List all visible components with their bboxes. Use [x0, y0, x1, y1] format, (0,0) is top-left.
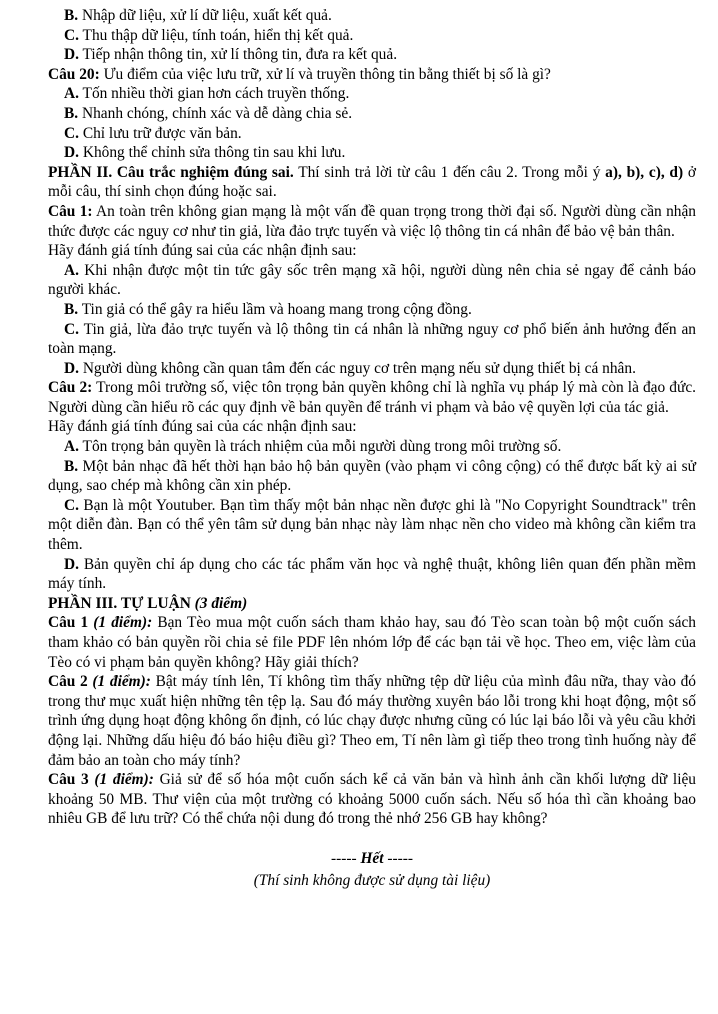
part2-question-1: Câu 1: An toàn trên không gian mạng là một vấn đề quan trọng trong thời đại số. Người dùng cần nhận thức được các nguy cơ như tin giả, lừa đảo trực tuyến và việc lộ thông tin cá nhân để bảo vệ bản thân. [48, 202, 696, 240]
p2q1-option-a: A. Khi nhận được một tin tức gây sốc trên mạng xã hội, người dùng nên chia sẻ ngay để cảnh báo người khác. [48, 261, 696, 299]
prev-option-b: B. Nhập dữ liệu, xử lí dữ liệu, xuất kết quả. [64, 7, 332, 24]
essay-question-2: Câu 2 (1 điểm): Bật máy tính lên, Tí không tìm thấy những tệp dữ liệu của mình đâu nữa, thay vào đó trong thư mục xuất hiện những tên tệp lạ. Sau đó máy thường xuyên báo lỗi trong khi hoạt động, một số trình ứng dụng hoạt động không ổn định, có lúc chạy được nhưng cũng có lúc lại báo lỗi và yêu cầu khởi động lại. Những dấu hiệu đó báo hiệu điều gì? Theo em, Tí nên làm gì tiếp theo trong tình huống này để đảm bảo an toàn cho máy tính? [48, 673, 696, 769]
prev-option-d: D. Tiếp nhận thông tin, xử lí thông tin, đưa ra kết quả. [64, 46, 398, 64]
footer-note: (Thí sinh không được sử dụng tài liệu) [253, 871, 491, 889]
part2-q1-prompt: Hãy đánh giá tính đúng sai của các nhận định sau: [48, 242, 357, 260]
essay-question-1: Câu 1 (1 điểm): Bạn Tèo mua một cuốn sách tham khảo hay, sau đó Tèo scan toàn bộ một cuốn sách tham khảo có bản quyền rồi chia sẻ file PDF lên nhóm lớp để các bạn tải về học. Theo em, việc làm của Tèo có vi phạm bản quyền không? Hãy giải thích? [48, 614, 696, 671]
end-marker: ----- Hết ----- [330, 849, 414, 867]
p2q1-option-c: C. Tin giả, lừa đảo trực tuyến và lộ thông tin cá nhân là những nguy cơ phổ biến ảnh hưởng đến an toàn mạng. [48, 320, 696, 358]
p2q1-option-d: D. Người dùng không cần quan tâm đến các nguy cơ trên mạng nếu sử dụng thiết bị cá nhân. [64, 359, 636, 377]
question-20: Câu 20: Ưu điểm của việc lưu trữ, xử lí và truyền thông tin bằng thiết bị số là gì? [48, 65, 551, 83]
p2q2-option-c: C. Bạn là một Youtuber. Bạn tìm thấy một bản nhạc nền được ghi là "No Copyright Soundtrack" trên một diễn đàn. Bạn có thể yên tâm sử dụng bản nhạc này làm nhạc nền cho video mà không cần kiểm tra thêm. [48, 496, 696, 554]
p2q2-option-a: A. Tôn trọng bản quyền là trách nhiệm của mỗi người dùng trong môi trường số. [64, 438, 562, 456]
part2-heading: PHẦN II. Câu trắc nghiệm đúng sai. Thí sinh trả lời từ câu 1 đến câu 2. Trong mỗi ý a), b), c), d) ở mỗi câu, thí sinh chọn đúng hoặc sai. [48, 163, 697, 201]
p2q2-option-d: D. Bản quyền chỉ áp dụng cho các tác phẩm văn học và nghệ thuật, không liên quan đến phần mềm máy tính. [48, 555, 696, 593]
part3-heading: PHẦN III. TỰ LUẬN (3 điểm) [48, 594, 248, 612]
exam-page [48, 6, 696, 890]
q20-option-d: D. Không thể chỉnh sửa thông tin sau khi lưu. [64, 144, 346, 162]
prev-option-c: C. Thu thập dữ liệu, tính toán, hiển thị kết quả. [64, 26, 354, 44]
essay-question-3: Câu 3 (1 điểm): Giả sử để số hóa một cuốn sách kể cả văn bản và hình ảnh cần khối lượng dữ liệu khoảng 50 MB. Thư viện của một trường có khoảng 5000 cuốn sách. Nếu số hóa thì cần khoảng bao nhiêu GB để lưu trữ? Có thể chứa nội dung đó trong thẻ nhớ 256 GB hay không? [48, 771, 696, 828]
q20-option-a: A. Tốn nhiều thời gian hơn cách truyền thống. [64, 85, 350, 103]
part2-question-2: Câu 2: Trong môi trường số, việc tôn trọng bản quyền không chỉ là nghĩa vụ pháp lý mà còn là đạo đức. Người dùng cần hiểu rõ các quy định về bản quyền để tránh vi phạm và bảo vệ quyền lợi của tác giả. [48, 379, 697, 416]
q20-option-c: C. Chỉ lưu trữ được văn bản. [64, 124, 242, 142]
p2q2-option-b: B. Một bản nhạc đã hết thời hạn bảo hộ bản quyền (vào phạm vi công cộng) có thể được bất kỳ ai sử dụng, sao chép mà không cần xin phép. [48, 457, 696, 495]
p2q1-option-b: B. Tin giả có thể gây ra hiểu lầm và hoang mang trong cộng đồng. [64, 300, 472, 318]
part2-q2-prompt: Hãy đánh giá tính đúng sai của các nhận định sau: [48, 418, 357, 436]
q20-option-b: B. Nhanh chóng, chính xác và dễ dàng chia sẻ. [64, 104, 353, 122]
